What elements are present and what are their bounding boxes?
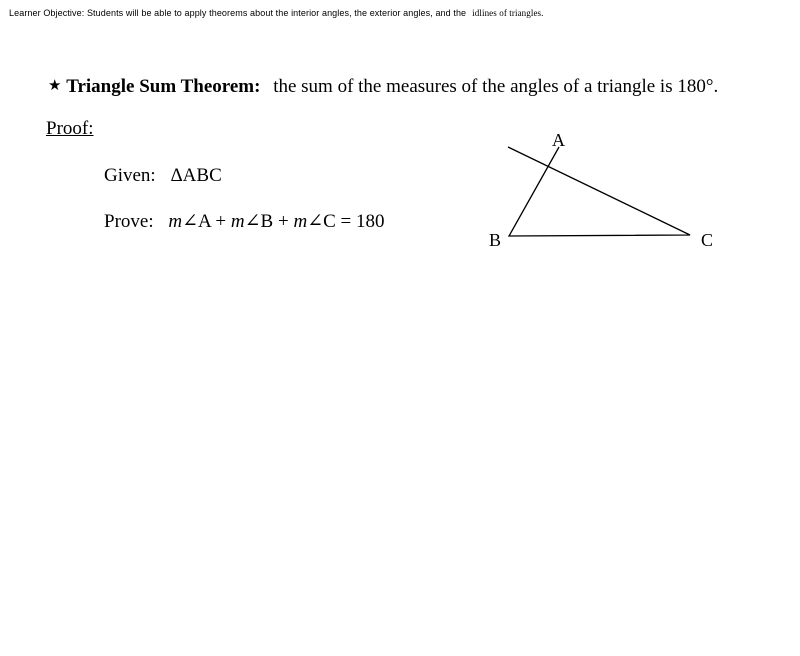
- measure-a-m: m: [168, 211, 183, 232]
- prove-label: Prove:: [104, 211, 154, 232]
- proof-heading: Proof:: [46, 118, 94, 139]
- objective-tail: idlines of triangles.: [472, 8, 544, 18]
- given-label: Given:: [104, 165, 156, 186]
- given-line: [104, 165, 222, 187]
- theorem-text: the sum of the measures of the angles of a triangle is 180°.: [273, 76, 719, 97]
- angle-a-term: ∠A +: [182, 211, 231, 232]
- given-value: ΔABC: [170, 165, 222, 186]
- theorem-statement: [48, 76, 718, 98]
- measure-c-m: m: [293, 211, 308, 232]
- angle-b-term: ∠B +: [244, 211, 294, 232]
- theorem-name: Triangle Sum Theorem:: [66, 76, 261, 97]
- measure-b-m: m: [230, 211, 245, 232]
- star-icon: ★: [48, 78, 62, 94]
- vertex-c-label: C: [701, 230, 714, 250]
- objective-text: Learner Objective: Students will be able to apply theorems about the interior angles, the exterior angles, and the: [9, 8, 467, 18]
- angle-c-term: ∠C = 180: [307, 211, 385, 232]
- prove-line: [104, 210, 385, 233]
- learner-objective: [9, 8, 544, 18]
- triangle-diagram: [470, 125, 730, 255]
- triangle-shape: [508, 147, 690, 236]
- vertex-b-label: B: [489, 230, 502, 250]
- vertex-a-label: A: [552, 130, 565, 150]
